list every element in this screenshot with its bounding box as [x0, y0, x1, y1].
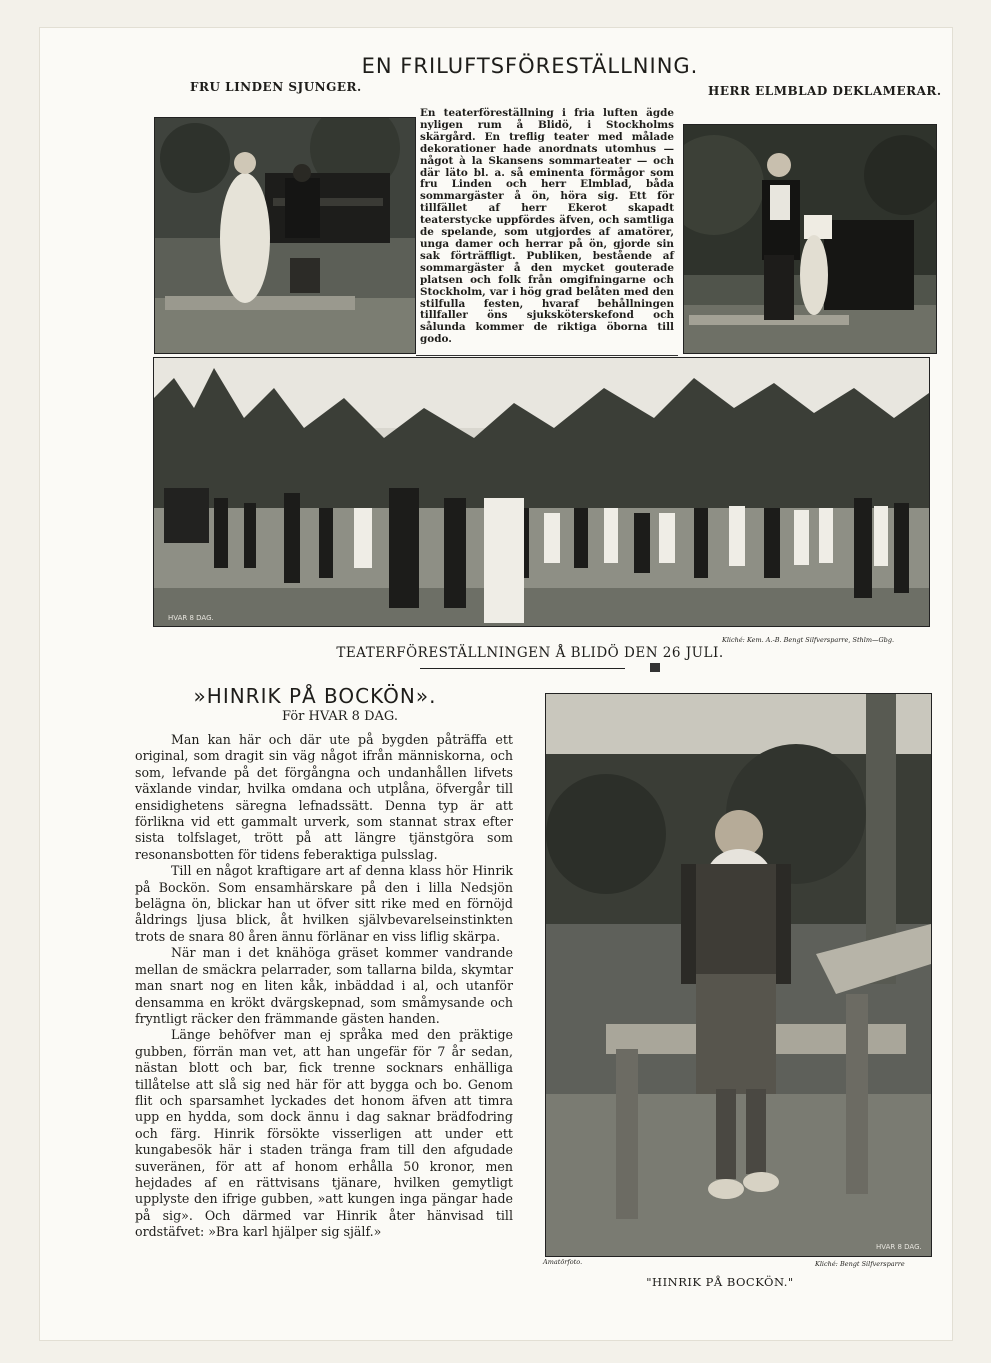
caption-rule — [420, 668, 625, 669]
ornament-icon — [650, 663, 660, 672]
singer-photo — [154, 117, 416, 354]
page-title: EN FRILUFTSFÖRESTÄLLNING. — [361, 54, 699, 78]
article-paragraph: Till en något kraftigare art af denna klass hör Hinrik på Bockön. Som ensamhärskare på den i lilla Nedsjön belägna ön, blickar han ut öfver sitt rike med en förnöjd åldrings ljusa blick, åt hvilken självbevarelseinstinkten trots de snara 80 åren ännu förlänar en viss liflig skärpa. — [135, 863, 513, 944]
audience-group-photo — [153, 357, 930, 627]
intro-text: En teaterföreställning i fria luften ägde nyligen rum å Blidö, i Stockholms skärgård. En treflig teater med målade dekorationer hade anordnats utomhus — något à la Skansens sommarteater — och där läto bl. a. så eminenta förmågor som fru Linden och herr Elmblad, båda sommargäster å ön, höra sig. Ett för tillfället af herr Ekerot skapadt teaterstycke uppfördes äfven, och samtliga de spelande, som utgjordes af amatörer, unga damer och herrar på ön, gjorde sin sak förträffligt. Publiken, bestående af sommargäster å den mycket gouterade platsen och folk från omgifningarne och Stockholm, var i hög grad belåten med den stilfulla festen, hvaraf behållningen tillfaller öns sjuksköterskefond och sålunda kommer de riktiga öborna till godo. — [416, 108, 678, 356]
group-photo-caption: TEATERFÖRESTÄLLNINGEN Å BLIDÖ DEN 26 JULI. — [336, 645, 724, 661]
article-paragraph: Länge behöfver man ej språka med den präktige gubben, förrän man vet, att han ungefär för 7 år sedan, nästan blott och bar, fick trenne socknars enhälliga tillåtelse att slå sig ned här för att bygga och bo. Genom flit och sparsamhet lyckades det honom äfven att timra upp en hydda, som dock ännu i dag saknar brädfodring och färg. Hinrik försökte visserligen att under ett kungabesök här i staden tränga fram till den afgudade suveränen, för att af honom erhålla 50 kronor, men hejdades af en rättvisans tjänare, hvilken gemytligt upplyste den ifrige gubben, »att kungen inga pängar hade på sig». Och därmed var Hinrik åter hänvisad till ordstäfvet: »Bra karl hjälper sig själf.» — [135, 1027, 513, 1240]
portrait-watermark: HVAR 8 DAG. — [876, 1243, 922, 1251]
right-photo-caption: HERR ELMBLAD DEKLAMERAR. — [708, 84, 942, 98]
portrait-caption: "HINRIK PÅ BOCKÖN." — [646, 1275, 794, 1289]
article-title: »HINRIK PÅ BOCKÖN». — [193, 684, 437, 708]
amateur-photo-credit: Amatörfoto. — [543, 1258, 583, 1266]
article-body — [135, 732, 513, 1241]
declamation-photo — [683, 124, 937, 354]
article-paragraph: När man i det knähöga gräset kommer vandrande mellan de smäckra pelarrader, som tallarna bilda, skymtar man snart nog en liten kåk, inbäddad i al, och utanför densamma en krökt dvärgskepnad, som småmysande och fryntligt räcker den främmande gästen handen. — [135, 945, 513, 1026]
article-subtitle: För HVAR 8 DAG. — [282, 709, 398, 724]
group-photo-credit: Kliché: Kem. A.-B. Bengt Silfversparre, Sthlm—Gbg. — [722, 636, 895, 644]
article-paragraph: Man kan här och där ute på bygden påträffa ett original, som dragit sin väg något ifrån människorna, och som, lefvande på det förgångna och undanhållen lifvets växlande vindar, hvilka omdana och utplåna, öfvergår till ensidighetens säregna lefnadssätt. Denna typ är att förlikna vid ett gammalt urverk, som stannat strax efter sista tolfslaget, trött på att längre tjänstgöra som resonansbotten för tidens feberaktiga pulsslag. — [135, 732, 513, 862]
portrait-credit: Kliché: Bengt Silfversparre — [815, 1260, 905, 1268]
left-photo-caption: FRU LINDEN SJUNGER. — [190, 80, 362, 94]
group-photo-watermark: HVAR 8 DAG. — [168, 614, 214, 622]
hinrik-portrait-photo — [545, 693, 932, 1257]
